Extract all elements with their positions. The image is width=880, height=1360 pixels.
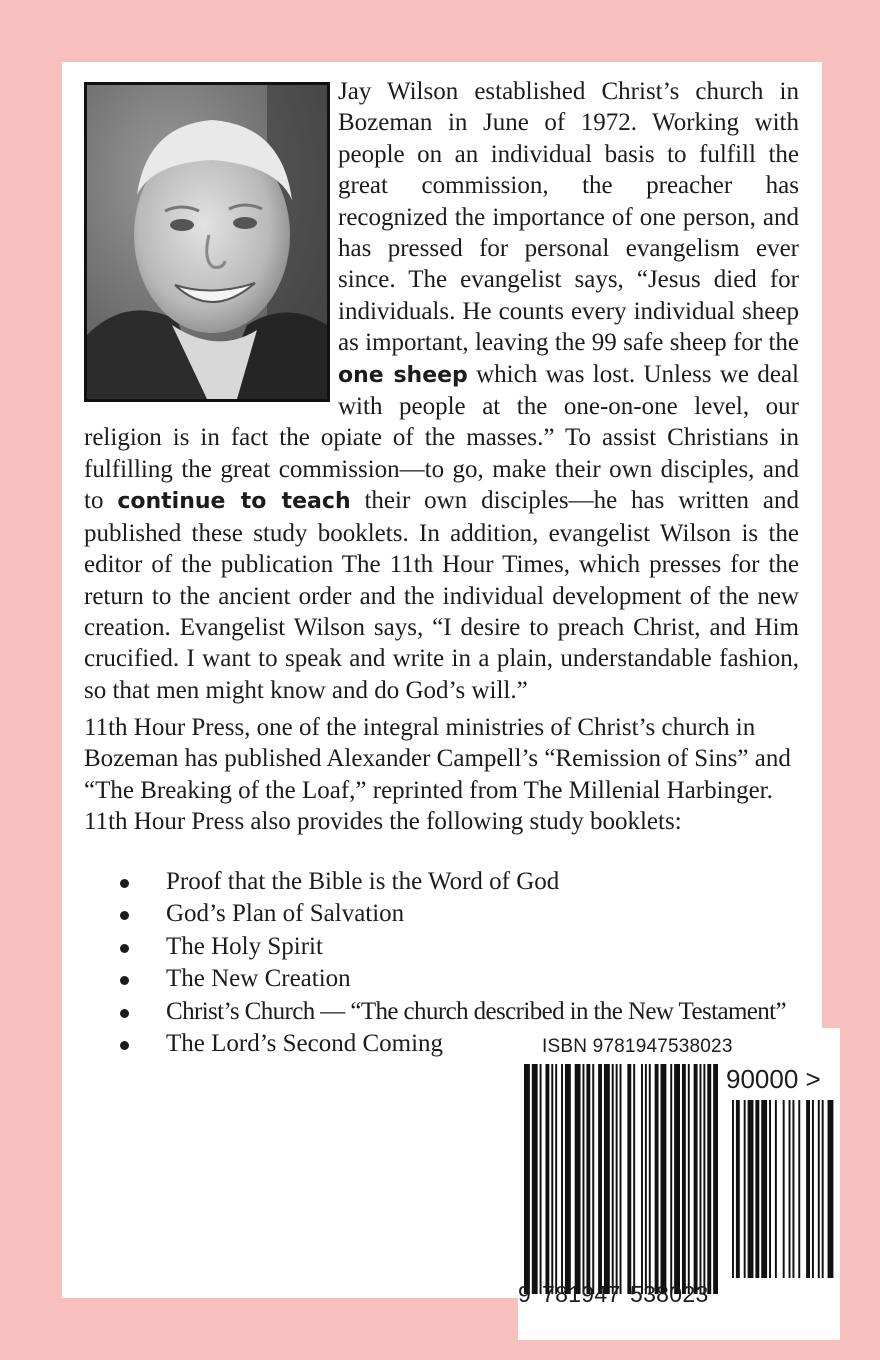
barcode-bar bbox=[645, 1064, 647, 1294]
bullet-icon bbox=[120, 911, 129, 920]
bio-text-1: Jay Wilson established Christ’s church in Bozeman in June of 1972. Working with people on an individual basis to fulfill the great commission, the preacher has recognized the importance of one person, and has pressed for personal evangelism ever since. The evangelist says, “Jesus died for individuals. He counts every individual sheep as important, leaving the 99 safe sheep for the bbox=[338, 78, 799, 357]
barcode-bar bbox=[694, 1064, 698, 1294]
barcode-bar bbox=[792, 1100, 794, 1278]
list-item bbox=[120, 996, 786, 1028]
barcode-bar bbox=[789, 1100, 791, 1278]
barcode-bar bbox=[707, 1064, 711, 1294]
barcode-bar bbox=[682, 1064, 686, 1294]
author-bio bbox=[84, 76, 799, 706]
barcode-bar bbox=[524, 1064, 530, 1294]
bullet-icon bbox=[120, 1009, 129, 1018]
bullet-icon bbox=[120, 879, 129, 888]
barcode-bar bbox=[612, 1064, 614, 1294]
barcode-bar bbox=[532, 1064, 538, 1294]
booklet-title: Proof that the Bible is the Word of God bbox=[166, 868, 560, 895]
booklet-title: The New Creation bbox=[166, 965, 351, 993]
bio-text-2: which was lost. Unless we deal with people at the one-on-one level, our religion is in fact the opiate of the masses.” To assist Christians in fulfilling the great commission—to go, make their own disciples, and to bbox=[84, 360, 799, 515]
barcode-bar bbox=[783, 1100, 785, 1278]
barcode-bar bbox=[586, 1064, 590, 1294]
isbn-barcode bbox=[518, 1028, 840, 1340]
barcode-bar bbox=[561, 1064, 563, 1294]
bio-bold-one-sheep: one sheep bbox=[338, 362, 468, 388]
barcode-bar bbox=[661, 1064, 667, 1294]
barcode-bar bbox=[769, 1100, 771, 1278]
photo-spacer bbox=[84, 76, 338, 398]
booklet-title: The Holy Spirit bbox=[166, 932, 323, 960]
barcode-bar bbox=[649, 1064, 651, 1294]
bullet-icon bbox=[120, 944, 129, 953]
barcode-bar bbox=[748, 1100, 754, 1278]
barcode-bar bbox=[674, 1064, 680, 1294]
barcode-bar bbox=[736, 1100, 740, 1278]
barcode-bar bbox=[744, 1100, 746, 1278]
barcode-bar bbox=[575, 1064, 581, 1294]
barcode-bar bbox=[627, 1064, 631, 1294]
barcode-bar bbox=[812, 1100, 814, 1278]
barcode-bar bbox=[713, 1064, 718, 1294]
list-item bbox=[120, 866, 786, 898]
list-item bbox=[120, 898, 786, 930]
booklet-title: Christ’s Church — “The church described in the New Testament” bbox=[166, 997, 787, 1025]
barcode-bar bbox=[755, 1100, 759, 1278]
barcode-bar bbox=[620, 1064, 622, 1294]
barcode-digit-first: 9 bbox=[518, 1281, 532, 1307]
barcode-bar bbox=[806, 1100, 810, 1278]
barcode-bar bbox=[545, 1064, 549, 1294]
bio-bold-continue-to-teach: continue to teach bbox=[117, 489, 351, 515]
ean13-bars bbox=[522, 1064, 718, 1294]
barcode-bar bbox=[688, 1064, 690, 1294]
barcode-bar bbox=[822, 1100, 824, 1278]
bio-text-3: their own disciples—he has written and published these study booklets. In addition, evangelist Wilson is the editor of the publication The 11th Hour Times, which presses for the return to the ancient order and the individual development of the new creation. Evangelist Wilson says, “I desire to preach Christ, and Him crucified. I want to speak and write in a plain, understandable fashion, so that men might know and do God’s will.” bbox=[84, 487, 799, 704]
barcode-bar bbox=[798, 1100, 800, 1278]
barcode-bar bbox=[670, 1064, 672, 1294]
barcode-bar bbox=[616, 1064, 618, 1294]
barcode-bar bbox=[828, 1100, 834, 1278]
bullet-icon bbox=[120, 976, 129, 985]
barcode-bar bbox=[641, 1064, 643, 1294]
barcode-bar bbox=[604, 1064, 610, 1294]
barcode-bar bbox=[555, 1064, 557, 1294]
isbn-label: ISBN 9781947538023 bbox=[542, 1036, 733, 1057]
barcode-bar bbox=[818, 1100, 820, 1278]
barcode-bar bbox=[655, 1064, 659, 1294]
barcode-bar bbox=[592, 1064, 594, 1294]
list-item bbox=[120, 931, 786, 963]
barcode-bar bbox=[633, 1064, 635, 1294]
list-item bbox=[120, 963, 786, 995]
barcode-bar bbox=[700, 1064, 702, 1294]
addon-bars bbox=[730, 1100, 834, 1278]
press-paragraph: 11th Hour Press, one of the integral ministries of Christ’s church in Bozeman has published Alexander Campell’s “Remission of Sins” and “The Breaking of the Loaf,” reprinted from The Millenial Harbinger. 11th Hour Press also provides the following study booklets: bbox=[84, 714, 791, 836]
barcode-bar bbox=[551, 1064, 553, 1294]
bullet-icon bbox=[120, 1041, 129, 1050]
barcode-bar bbox=[732, 1100, 734, 1278]
barcode-bar bbox=[540, 1064, 542, 1294]
barcode-bar bbox=[565, 1064, 571, 1294]
barcode-bar bbox=[598, 1064, 602, 1294]
barcode-bar bbox=[583, 1064, 585, 1294]
barcode-bar bbox=[703, 1064, 705, 1294]
booklet-title: The Lord’s Second Coming bbox=[166, 1030, 444, 1058]
barcode-bar bbox=[775, 1100, 777, 1278]
barcode-digits-right: 538023 bbox=[630, 1281, 709, 1307]
booklet-title: God’s Plan of Salvation bbox=[166, 900, 405, 928]
barcode-bar bbox=[761, 1100, 767, 1278]
barcode-digits-left: 781947 bbox=[542, 1281, 621, 1307]
price-code: 90000 > bbox=[726, 1064, 821, 1094]
